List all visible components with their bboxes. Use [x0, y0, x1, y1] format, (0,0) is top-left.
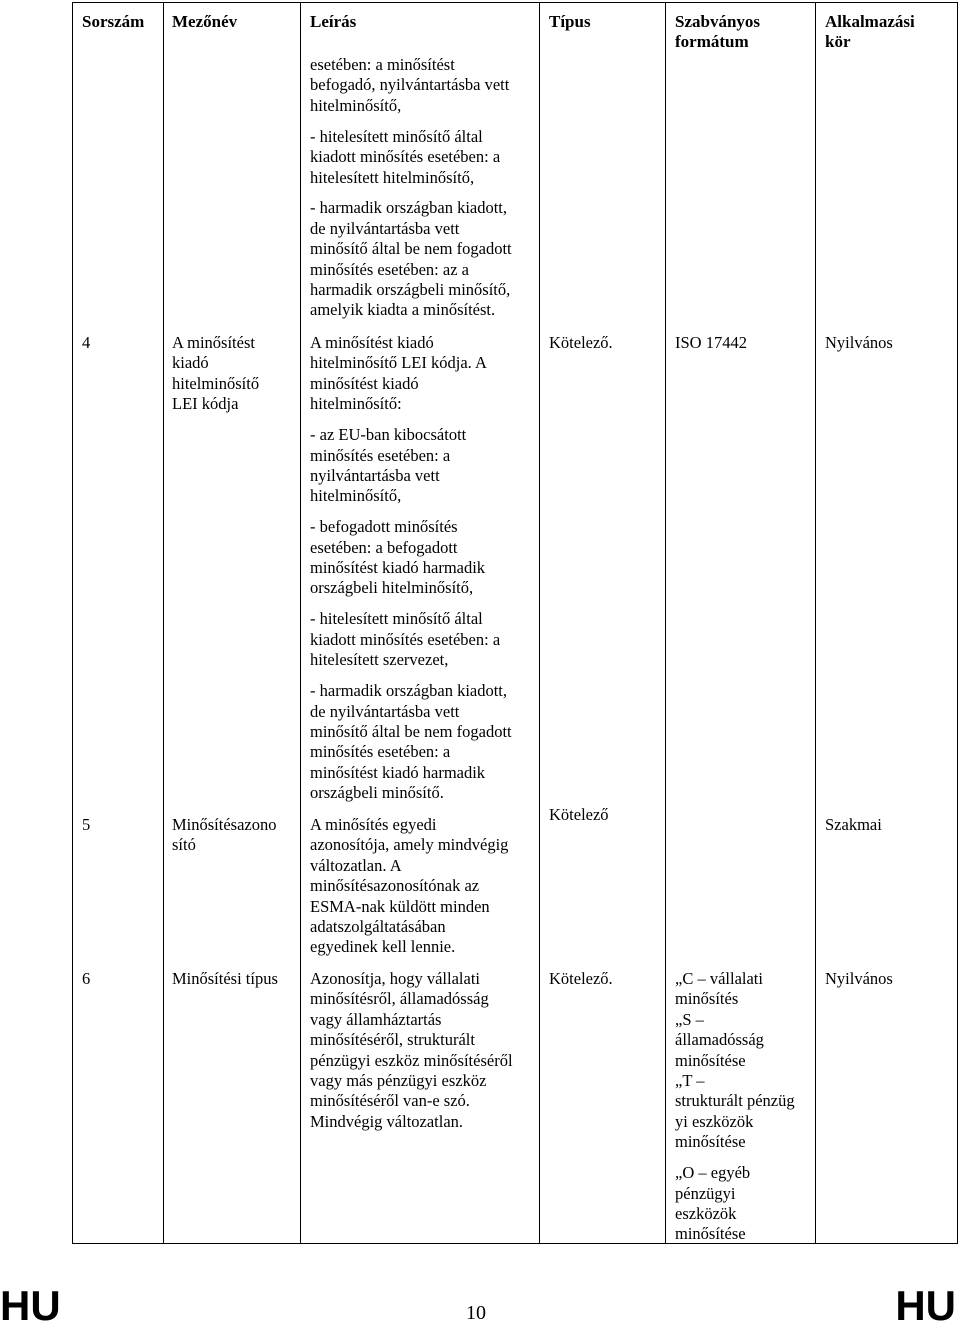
line: - hitelesített minősítő által	[310, 126, 483, 146]
line: esetében: a minősítést	[310, 55, 455, 74]
header-alkalmazasi-kor	[825, 12, 915, 52]
footer-language-mark-right: HU	[895, 1282, 956, 1329]
line: hitelminősítő,	[310, 95, 402, 115]
column-divider	[163, 3, 164, 1243]
column-divider	[300, 3, 301, 1243]
row-4-description	[310, 333, 550, 804]
row-6-number: 6	[82, 969, 91, 988]
paragraph	[310, 198, 550, 320]
footer-language-mark-left: HU	[0, 1282, 61, 1329]
page-number: 10	[466, 1302, 486, 1324]
continued-description	[310, 55, 550, 321]
row-4-scope: Nyilvános	[825, 333, 893, 352]
line: hitelesített hitelminősítő,	[310, 167, 475, 187]
paragraph: - befogadott minősítés esetében: a befogadott minősítést kiadó harmadik országbeli hitelminősítő,	[310, 517, 486, 598]
paragraph: A minősítést kiadó hitelminősítő LEI kódja. A minősítést kiadó hitelminősítő:	[310, 333, 487, 414]
column-divider	[665, 3, 666, 1243]
paragraph: - harmadik országban kiadott, de nyilvántartásba vett minősítő által be nem fogadott minősítés esetében: a minősítést kiadó harmadik országbeli minősítő.	[310, 681, 512, 803]
paragraph: A minősítés egyedi azonosítója, amely mindvégig változatlan. A minősítésazonosítónak az ESMA-nak küldött minden adatszolgáltatásában egyedinek kell lennie.	[310, 815, 509, 957]
row-5-description	[310, 815, 550, 958]
row-5-field-name: Minősítésazono sító	[172, 815, 277, 855]
row-5-type: Kötelező	[549, 805, 609, 824]
paragraph: - az EU-ban kibocsátott minősítés esetében: a nyilvántartásba vett hitelminősítő,	[310, 425, 467, 506]
line: minősítő által be nem fogadott	[310, 239, 512, 259]
paragraph: - hitelesített minősítő által kiadott minősítés esetében: a hitelesített szervezet,	[310, 609, 501, 670]
line: - harmadik országban kiadott,	[310, 198, 508, 218]
row-6-field-name: Minősítési típus	[172, 969, 278, 988]
line: befogadó, nyilvántartásba vett	[310, 75, 510, 95]
header-szabvanyos-formatum	[675, 12, 760, 52]
header-formatum-line: formátum	[675, 32, 749, 51]
row-6-scope: Nyilvános	[825, 969, 893, 988]
line: kiadott minősítés esetében: a	[310, 147, 501, 167]
row-6-type: Kötelező.	[549, 969, 613, 988]
header-sorszam: Sorszám	[82, 12, 145, 31]
header-mezonev: Mezőnév	[172, 12, 238, 31]
paragraph	[310, 127, 550, 188]
line: amelyik kiadta a minősítést.	[310, 300, 496, 320]
paragraph: „C – vállalati minősítés „S – államadósság minősítése „T – strukturált pénzüg yi eszközök minősítése	[675, 969, 795, 1152]
header-tipus: Típus	[549, 12, 591, 31]
row-4-format: ISO 17442	[675, 333, 747, 352]
row-4-field-name: A minősítést kiadó hitelminősítő LEI kódja	[172, 333, 260, 414]
paragraph	[310, 55, 550, 116]
header-kor-line: kör	[825, 32, 851, 51]
paragraph: Azonosítja, hogy vállalati minősítésről, államadósság vagy államháztartás minősítéséről, strukturált pénzügyi eszköz minősítéséről vagy más pénzügyi eszköz minősítéséről van-e szó. Mindvégig változatlan.	[310, 969, 513, 1131]
header-szabvanyos-line: Szabványos	[675, 12, 761, 31]
header-leiras: Leírás	[310, 12, 357, 31]
header-alkalmazasi-line: Alkalmazási	[825, 12, 915, 31]
line: harmadik országbeli minősítő,	[310, 280, 511, 300]
row-6-description	[310, 969, 555, 1132]
line: minősítés esetében: az a	[310, 259, 469, 279]
row-5-scope: Szakmai	[825, 815, 882, 834]
paragraph: „O – egyéb pénzügyi eszközök minősítése	[675, 1163, 751, 1244]
row-6-format	[675, 969, 810, 1245]
row-5-number: 5	[82, 815, 91, 834]
row-4-number: 4	[82, 333, 91, 352]
row-4-type: Kötelező.	[549, 333, 613, 352]
column-divider	[815, 3, 816, 1243]
line: de nyilvántartásba vett	[310, 218, 460, 238]
